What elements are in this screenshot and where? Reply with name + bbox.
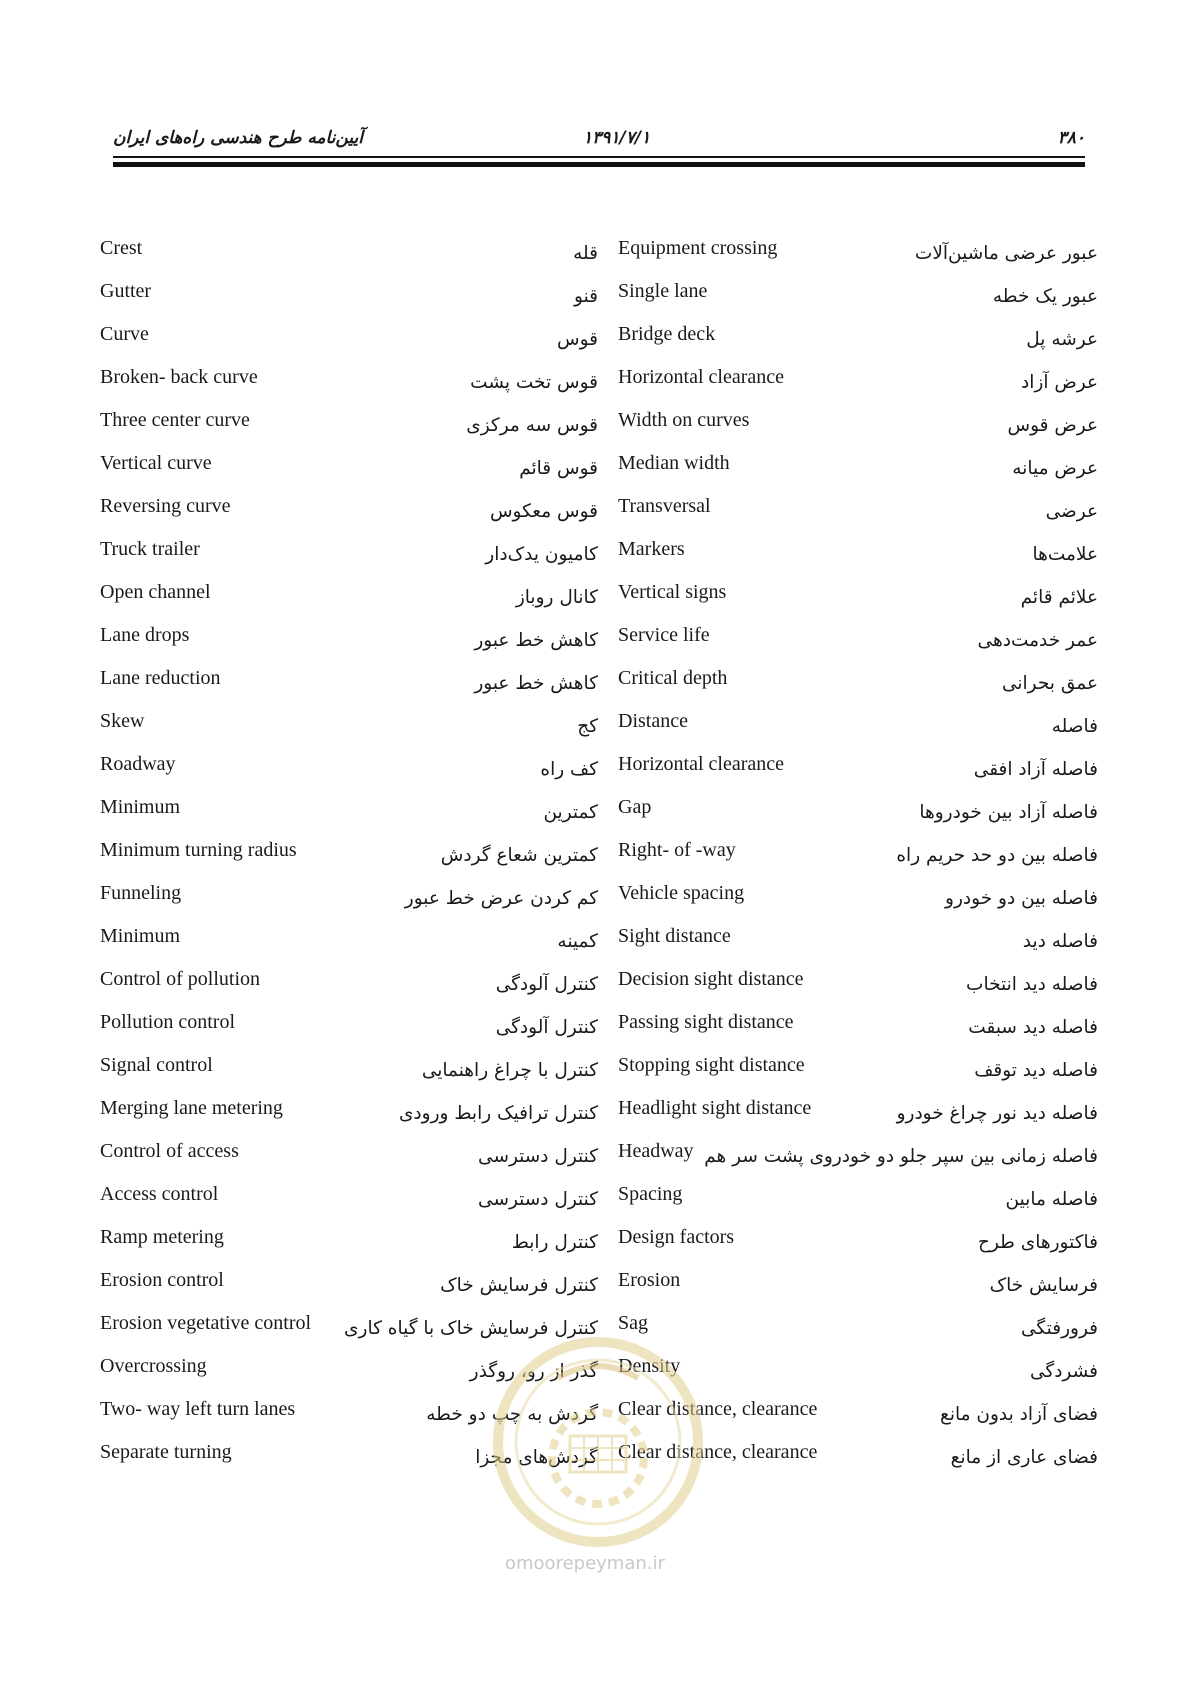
english-term-right: Sag xyxy=(618,1312,648,1334)
persian-term-left: قله xyxy=(573,243,598,264)
glossary-row xyxy=(0,320,1190,350)
english-term-left: Control of access xyxy=(100,1140,239,1162)
persian-term-right: فاکتورهای طرح xyxy=(978,1232,1098,1253)
persian-term-left: قوس تخت پشت xyxy=(470,372,598,393)
persian-term-left: کنترل رابط xyxy=(511,1232,598,1253)
persian-term-right: فاصله آزاد بین خودروها xyxy=(919,802,1098,823)
english-term-right: Vehicle spacing xyxy=(618,882,745,904)
persian-term-left: کمترین شعاع گردش xyxy=(440,845,598,866)
glossary-row xyxy=(0,363,1190,393)
english-term-right: Passing sight distance xyxy=(618,1011,794,1033)
persian-term-right: فاصله دید سبقت xyxy=(968,1017,1098,1038)
english-term-left: Lane reduction xyxy=(100,667,221,689)
english-term-right: Stopping sight distance xyxy=(618,1054,805,1076)
glossary-row xyxy=(0,234,1190,264)
english-term-right: Markers xyxy=(618,538,685,560)
persian-term-right: عرض میانه xyxy=(1012,458,1098,479)
glossary-row xyxy=(0,750,1190,780)
persian-term-right: فاصله دید xyxy=(1022,931,1098,952)
english-term-left: Signal control xyxy=(100,1054,213,1076)
english-term-right: Horizontal clearance xyxy=(618,366,785,388)
english-term-left: Vertical curve xyxy=(100,452,212,474)
persian-term-left: کج xyxy=(577,716,598,737)
english-term-left: Reversing curve xyxy=(100,495,231,517)
persian-term-left: قوس سه مرکزی xyxy=(466,415,598,436)
glossary-row xyxy=(0,965,1190,995)
persian-term-left: کنترل فرسایش خاک xyxy=(440,1275,598,1296)
english-term-right: Headlight sight distance xyxy=(618,1097,812,1119)
english-term-right: Right- of -way xyxy=(618,839,736,861)
persian-term-left: کنترل دسترسی xyxy=(478,1146,598,1167)
header-date: ۱۳۹۱/۷/۱ xyxy=(583,128,651,148)
persian-term-left: کانال روباز xyxy=(515,587,598,608)
english-term-right: Clear distance, clearance xyxy=(618,1441,818,1463)
header-page-number: ۳۸۰ xyxy=(1057,128,1085,148)
persian-term-right: عمر خدمت‌دهی xyxy=(977,630,1098,651)
persian-term-right: عبور عرضی ماشین‌آلات xyxy=(914,243,1098,264)
glossary-row xyxy=(0,1438,1190,1468)
glossary-row xyxy=(0,1395,1190,1425)
persian-term-left: قوس xyxy=(557,329,598,350)
english-term-right: Single lane xyxy=(618,280,708,302)
english-term-left: Crest xyxy=(100,237,143,259)
english-term-right: Transversal xyxy=(618,495,711,517)
english-term-left: Erosion vegetative control xyxy=(100,1312,312,1334)
english-term-right: Clear distance, clearance xyxy=(618,1398,818,1420)
glossary-row xyxy=(0,922,1190,952)
persian-term-left: قوس قائم xyxy=(519,458,598,479)
persian-term-left: کنترل آلودگی xyxy=(495,1017,598,1038)
english-term-left: Control of pollution xyxy=(100,968,260,990)
english-term-right: Service life xyxy=(618,624,710,646)
persian-term-right: فرورفتگی xyxy=(1021,1318,1098,1339)
glossary-row xyxy=(0,535,1190,565)
persian-term-left: کنترل ترافیک رابط ورودی xyxy=(398,1103,598,1124)
watermark-url: omoorepeyman.ir xyxy=(505,1553,665,1574)
english-term-left: Truck trailer xyxy=(100,538,200,560)
glossary-row xyxy=(0,1309,1190,1339)
persian-term-right: علائم قائم xyxy=(1020,587,1098,608)
glossary-row xyxy=(0,1137,1190,1167)
persian-term-left: کمینه xyxy=(557,931,598,952)
persian-term-right: فاصله دید توقف xyxy=(974,1060,1098,1081)
english-term-left: Skew xyxy=(100,710,145,732)
persian-term-left: کمترین xyxy=(543,802,598,823)
glossary-row xyxy=(0,1094,1190,1124)
persian-term-left: گذر از رو، روگذر xyxy=(469,1361,598,1382)
glossary-row xyxy=(0,492,1190,522)
persian-term-right: علامت‌ها xyxy=(1032,544,1098,565)
persian-term-right: فاصله xyxy=(1051,716,1098,737)
persian-term-left: کاهش خط عبور xyxy=(474,673,598,694)
header-rule-thick xyxy=(113,162,1085,167)
english-term-right: Distance xyxy=(618,710,688,732)
english-term-left: Overcrossing xyxy=(100,1355,207,1377)
glossary-row xyxy=(0,836,1190,866)
persian-term-right: عرض آزاد xyxy=(1021,372,1098,393)
persian-term-left: کنترل فرسایش خاک با گیاه کاری xyxy=(344,1318,598,1339)
glossary-row xyxy=(0,277,1190,307)
english-term-left: Merging lane metering xyxy=(100,1097,283,1119)
english-term-left: Minimum xyxy=(100,796,181,818)
english-term-right: Spacing xyxy=(618,1183,683,1205)
persian-term-right: عرض قوس xyxy=(1007,415,1098,436)
english-term-left: Separate turning xyxy=(100,1441,232,1463)
glossary-row xyxy=(0,449,1190,479)
english-term-right: Width on curves xyxy=(618,409,750,431)
english-term-right: Horizontal clearance xyxy=(618,753,785,775)
english-term-right: Gap xyxy=(618,796,652,818)
persian-term-right: عبور یک خطه xyxy=(992,286,1098,307)
persian-term-right: فاصله مابین xyxy=(1005,1189,1098,1210)
english-term-left: Pollution control xyxy=(100,1011,235,1033)
glossary-row xyxy=(0,578,1190,608)
english-term-left: Lane drops xyxy=(100,624,190,646)
persian-term-left: کاهش خط عبور xyxy=(474,630,598,651)
header-book-title: آیین‌نامه طرح هندسی راه‌های ایران xyxy=(113,128,363,148)
persian-term-left: کف راه xyxy=(540,759,598,780)
glossary-row xyxy=(0,1051,1190,1081)
english-term-left: Minimum turning radius xyxy=(100,839,297,861)
persian-term-left: قنو xyxy=(574,286,598,307)
english-term-left: Funneling xyxy=(100,882,182,904)
english-term-left: Erosion control xyxy=(100,1269,224,1291)
glossary-row xyxy=(0,621,1190,651)
persian-term-left: گردش به چپ دو خطه xyxy=(426,1404,598,1425)
persian-term-right: فرسایش خاک xyxy=(989,1275,1098,1296)
english-term-left: Roadway xyxy=(100,753,176,775)
persian-term-right: فاصله بین دو حد حریم راه xyxy=(896,845,1098,866)
english-term-right: Sight distance xyxy=(618,925,731,947)
glossary-row xyxy=(0,1008,1190,1038)
persian-term-left: کنترل آلودگی xyxy=(495,974,598,995)
glossary-row xyxy=(0,793,1190,823)
english-term-right: Design factors xyxy=(618,1226,735,1248)
english-term-right: Density xyxy=(618,1355,681,1377)
english-term-left: Broken- back curve xyxy=(100,366,258,388)
header-rule-thin xyxy=(113,156,1085,158)
english-term-right: Decision sight distance xyxy=(618,968,804,990)
persian-term-left: قوس معکوس xyxy=(489,501,598,522)
persian-term-right: فضای عاری از مانع xyxy=(950,1447,1098,1468)
persian-term-right: فاصله زمانی بین سپر جلو دو خودروی پشت سر هم xyxy=(704,1146,1098,1167)
persian-term-right: عمق بحرانی xyxy=(1001,673,1098,694)
english-term-right: Vertical signs xyxy=(618,581,727,603)
persian-term-right: فاصله دید نور چراغ خودرو xyxy=(896,1103,1098,1124)
persian-term-right: فاصله آزاد افقی xyxy=(973,759,1098,780)
english-term-right: Critical depth xyxy=(618,667,728,689)
persian-term-right: فاصله بین دو خودرو xyxy=(945,888,1098,909)
glossary-row xyxy=(0,1266,1190,1296)
glossary-row xyxy=(0,1180,1190,1210)
english-term-left: Ramp metering xyxy=(100,1226,224,1248)
persian-term-right: عرضی xyxy=(1045,501,1098,522)
persian-term-left: گردش‌های مجزا xyxy=(475,1447,598,1468)
persian-term-left: کم کردن عرض خط عبور xyxy=(404,888,598,909)
persian-term-right: عرشه پل xyxy=(1026,329,1098,350)
persian-term-right: فشردگی xyxy=(1029,1361,1098,1382)
persian-term-left: کامیون یدک‌دار xyxy=(485,544,598,565)
english-term-left: Gutter xyxy=(100,280,152,302)
persian-term-right: فضای آزاد بدون مانع xyxy=(939,1404,1098,1425)
glossary-row xyxy=(0,406,1190,436)
english-term-left: Two- way left turn lanes xyxy=(100,1398,296,1420)
english-term-left: Open channel xyxy=(100,581,211,603)
glossary-row xyxy=(0,707,1190,737)
persian-term-left: کنترل با چراغ راهنمایی xyxy=(421,1060,598,1081)
english-term-left: Access control xyxy=(100,1183,219,1205)
glossary-row xyxy=(0,664,1190,694)
persian-term-left: کنترل دسترسی xyxy=(478,1189,598,1210)
english-term-left: Minimum xyxy=(100,925,181,947)
glossary-row xyxy=(0,879,1190,909)
english-term-left: Three center curve xyxy=(100,409,250,431)
glossary-row xyxy=(0,1352,1190,1382)
english-term-left: Curve xyxy=(100,323,149,345)
english-term-right: Equipment crossing xyxy=(618,237,778,259)
glossary-row xyxy=(0,1223,1190,1253)
english-term-right: Median width xyxy=(618,452,730,474)
persian-term-right: فاصله دید انتخاب xyxy=(966,974,1098,995)
english-term-right: Headway xyxy=(618,1140,694,1162)
english-term-right: Bridge deck xyxy=(618,323,716,345)
english-term-right: Erosion xyxy=(618,1269,681,1291)
